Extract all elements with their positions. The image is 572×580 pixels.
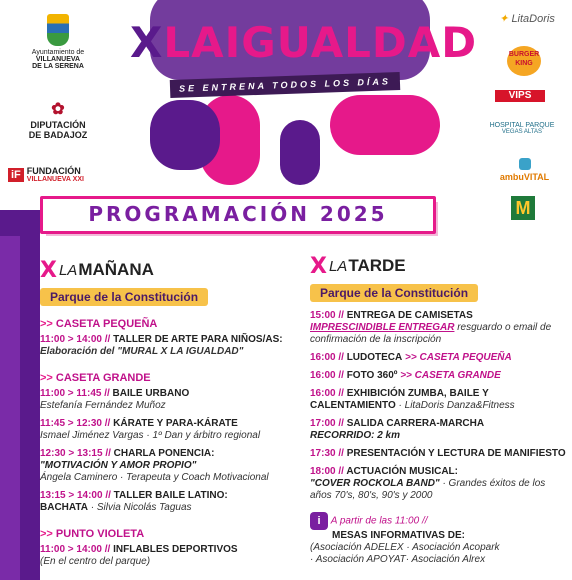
double-arrow-icon: >>: [400, 370, 412, 381]
litadoris-logo: ✦ LitaDoris: [499, 13, 555, 25]
mcdonalds-logo: M: [511, 196, 535, 220]
schedule-item: 16:00 // EXHIBICIÓN ZUMBA, BAILE Y CALENTAMIENTO · LitaDoris Danza&Fitness: [310, 388, 515, 411]
dancer-icon: ✦: [499, 13, 509, 25]
schedule-item: 16:00 // LUDOTECA >> CASETA PEQUEÑA: [310, 352, 512, 363]
crest-icon: [47, 14, 69, 46]
schedule-item: 11:00 > 14:00 // INFLABLES DEPORTIVOS (En el centro del parque): [40, 544, 238, 567]
right-sponsor-logos: [477, 0, 572, 235]
schedule-item: 15:00 // ENTREGA DE CAMISETAS IMPRESCINDIBLE ENTREGAR resguardo o email de confirmación de la inscripción: [310, 310, 552, 345]
burger-king-logo: BURGER KING: [507, 46, 541, 76]
manana-column: [40, 258, 298, 574]
double-arrow-icon: >>: [40, 528, 53, 540]
schedule-item: 13:15 > 14:00 // TALLER BAILE LATINO: BACHATA · Silvia Nicolás Taguas: [40, 490, 228, 513]
double-arrow-icon: >>: [405, 352, 417, 363]
place-badge: Parque de la Constitución: [310, 284, 478, 302]
schedule-item: 16:00 // FOTO 360º >> CASETA GRANDE: [310, 370, 501, 381]
runner-arm-purple: [280, 120, 320, 185]
tarde-heading: X LA TARDE: [310, 253, 406, 279]
diputacion-crest-icon: ✿: [51, 101, 65, 118]
subheading-punto-violeta: >> PUNTO VIOLETA: [40, 528, 145, 540]
runner-legs-pink: [330, 95, 440, 155]
slogan-banner: SE ENTRENA TODOS LOS DÍAS: [170, 72, 400, 98]
schedule-item: 18:00 // ACTUACIÓN MUSICAL: "COVER ROCKOLA BAND" · Grandes éxitos de los años 70's, 80's, 90's y 2000: [310, 466, 546, 501]
schedule-item: 17:00 // SALIDA CARRERA-MARCHA RECORRIDO: 2 km: [310, 418, 485, 441]
tarde-column: [310, 254, 568, 572]
x-icon: X: [40, 257, 57, 283]
ambuvital-icon: [519, 158, 531, 170]
schedule-item: 12:30 > 13:15 // CHARLA PONENCIA: "MOTIVACIÓN Y AMOR PROPIO" Ángela Caminero · Terapeuta y Coach Motivacional: [40, 448, 269, 483]
x-icon: X: [310, 253, 327, 279]
double-arrow-icon: >>: [40, 372, 53, 384]
hospital-logo: HOSPITAL PARQUE VEGAS ALTAS: [489, 122, 555, 135]
runner-legs-purple: [150, 100, 220, 170]
event-title: XLAIGUALDAD: [130, 18, 478, 67]
info-icon: i: [310, 512, 328, 530]
schedule-item: 11:00 > 11:45 // BAILE URBANO Estefanía Fernández Muñoz: [40, 388, 190, 411]
subheading-caseta-pequena: >> CASETA PEQUEÑA: [40, 318, 158, 330]
place-badge: Parque de la Constitución: [40, 288, 208, 306]
fundacion-logo: iF FUNDACIÓN VILLANUEVA XXI: [8, 166, 108, 183]
diputacion-logo: ✿ DIPUTACIÓN DE BADAJOZ: [28, 101, 88, 140]
ambuvital-logo: ambuVITAL: [482, 158, 567, 182]
manana-heading: X LA MAÑANA: [40, 257, 154, 283]
schedule-item: 11:45 > 12:30 // KÁRATE Y PARA-KÁRATE Ismael Jiménez Vargas · 1º Dan y árbitro regional: [40, 418, 261, 441]
ayuntamiento-logo: Ayuntamiento de VILLANUEVA DE LA SERENA: [8, 14, 108, 70]
double-arrow-icon: >>: [40, 318, 53, 330]
info-tables-block: i A partir de las 11:00 // MESAS INFORMATIVAS DE: (Asociación ADELEX · Asociación Acopark · Asociación APOYAT· Asociación Alrex: [310, 512, 568, 566]
schedule-item: 11:00 > 14:00 // TALLER DE ARTE PARA NIÑOS/AS: Elaboración del "MURAL X LA IGUALDAD": [40, 334, 283, 357]
fundacion-mark-icon: iF: [8, 168, 24, 182]
vips-logo: VIPS: [495, 90, 545, 102]
subheading-caseta-grande: >> CASETA GRANDE: [40, 372, 151, 384]
left-decor-strip-inner: [0, 236, 20, 580]
programacion-banner: PROGRAMACIÓN 2025: [40, 196, 436, 234]
schedule-item: 17:30 // PRESENTACIÓN Y LECTURA DE MANIFIESTO: [310, 448, 566, 459]
